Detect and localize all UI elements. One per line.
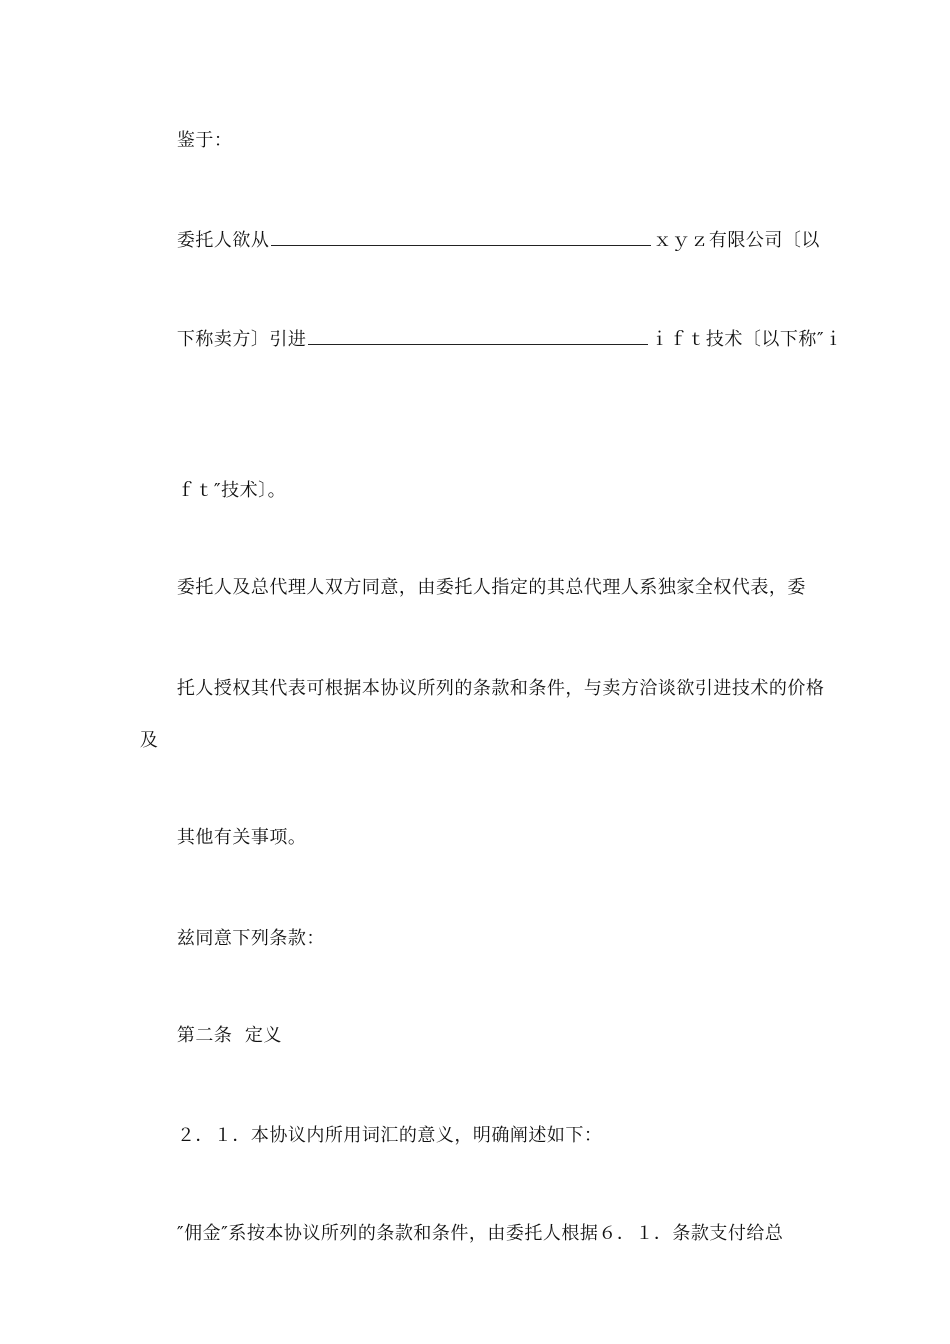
- paragraph-line-1: [152, 552, 806, 624]
- fill-in-blank: [271, 227, 651, 246]
- definition-intro: [152, 1100, 602, 1172]
- text-line: 及: [139, 730, 159, 751]
- paragraph-line-3: [115, 705, 158, 777]
- text-line: 委托人欲从: [176, 230, 270, 251]
- text-line: ｘｙｚ有限公司〔以: [653, 230, 820, 251]
- text-line: 委托人及总代理人双方同意，由委托人指定的其总代理人系独家全权代表，委: [176, 577, 806, 598]
- definition-commission: [152, 1198, 783, 1270]
- paragraph-line-4: [152, 802, 306, 874]
- clause-line-1: [152, 203, 820, 277]
- text-line: 其他有关事项。: [176, 827, 307, 848]
- whereas-heading: [152, 105, 232, 177]
- text-line: 第二条 定义: [176, 1025, 282, 1046]
- text-line: 下称卖方〕引进: [176, 329, 307, 350]
- text-line: ２．１．本协议内所用词汇的意义，明确阐述如下：: [176, 1125, 603, 1146]
- agreement-line: [152, 903, 325, 975]
- text-line: 托人授权其代表可根据本协议所列的条款和条件，与卖方洽谈欲引进技术的价格: [176, 678, 825, 699]
- text-line: 鉴于：: [176, 130, 233, 151]
- clause-line-3: [152, 455, 286, 527]
- text-line: ｉｆｔ技术〔以下称″ｉ: [650, 329, 843, 350]
- text-line: 兹同意下列条款：: [176, 928, 325, 949]
- clause-line-2: [152, 302, 843, 376]
- article-heading: [152, 1000, 282, 1072]
- text-line: ｆｔ″技术〕。: [176, 480, 287, 501]
- paragraph-line-2: [152, 653, 824, 725]
- text-line: ″佣金″系按本协议所列的条款和条件，由委托人根据６．１．条款支付给总: [176, 1223, 784, 1244]
- fill-in-blank: [308, 326, 648, 345]
